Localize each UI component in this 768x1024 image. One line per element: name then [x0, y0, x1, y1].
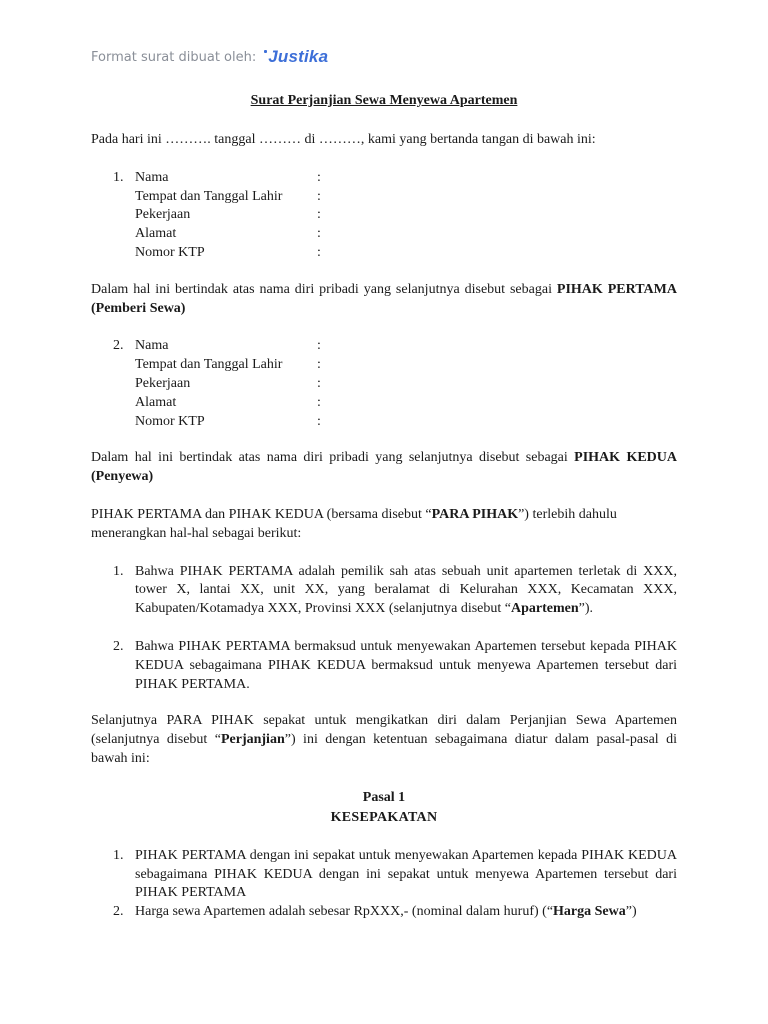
field-colon: : — [317, 188, 321, 204]
document-title: Surat Perjanjian Sewa Menyewa Apartemen — [250, 93, 518, 108]
logo-mark-icon — [264, 50, 267, 53]
item-text: Bahwa PIHAK PERTAMA bermaksud untuk menyewakan Apartemen tersebut kepada PIHAK KEDUA sebagaimana PIHAK KEDUA bermaksud untuk menyewa Apartemen tersebut dari PIHAK PERTAMA. — [135, 638, 677, 692]
party-field-row — [91, 244, 677, 263]
list-item — [91, 563, 677, 619]
pasal-number: Pasal 1 — [362, 789, 406, 805]
party-field-row — [91, 394, 677, 413]
item-text: PIHAK PERTAMA dengan ini sepakat untuk menyewakan Apartemen kepada PIHAK KEDUA sebagaimana PIHAK KEDUA dengan ini sepakat untuk menyewa Apartemen tersebut dari PIHAK PERTAMA — [135, 847, 677, 901]
party-field-row — [91, 206, 677, 225]
party-field-row — [91, 337, 677, 356]
item-text: Harga sewa Apartemen adalah sebesar RpXXX,- (nominal dalam huruf) (“Harga Sewa”) — [135, 904, 637, 920]
document-body — [91, 92, 677, 940]
field-label: Pekerjaan — [135, 207, 191, 223]
field-label: Nama — [135, 169, 169, 185]
party-number: 1. — [113, 169, 124, 185]
item-number: 1. — [113, 563, 124, 579]
party-field-row — [91, 169, 677, 188]
party-field-row — [91, 356, 677, 375]
field-label: Alamat — [135, 394, 177, 410]
field-colon: : — [317, 244, 321, 260]
party-2-fields — [91, 337, 677, 431]
pasal-title: KESEPAKATAN — [330, 809, 438, 825]
field-label: Tempat dan Tanggal Lahir — [135, 357, 283, 373]
list-item — [91, 903, 677, 922]
party-field-row — [91, 188, 677, 207]
field-label: Tempat dan Tanggal Lahir — [135, 188, 283, 204]
document-header — [91, 47, 328, 67]
party-number: 2. — [113, 338, 124, 354]
party-field-row — [91, 225, 677, 244]
field-colon: : — [317, 169, 321, 185]
field-label: Alamat — [135, 226, 177, 242]
item-number: 1. — [113, 847, 124, 863]
field-colon: : — [317, 413, 321, 429]
field-label: Nama — [135, 338, 169, 354]
list-item — [91, 847, 677, 903]
party-1-role: PIHAK PERTAMA (Pemberi Sewa) — [91, 281, 677, 316]
field-colon: : — [317, 394, 321, 410]
field-colon: : — [317, 207, 321, 223]
party-2-role: PIHAK KEDUA (Penyewa) — [91, 450, 677, 485]
item-text: Bahwa PIHAK PERTAMA adalah pemilik sah atas sebuah unit apartemen terletak di XXX, tower X, lantai XX, unit XX, yang beralamat di Kelurahan XXX, Kecamatan XXX, Kabupaten/Kotamadya XXX, Provinsi XXX (selanjutnya disebut “Apartemen”). — [135, 563, 677, 617]
party-1-statement: Dalam hal ini bertindak atas nama diri pribadi yang selanjutnya disebut sebagai PIHAK PERTAMA (Pemberi Sewa) — [91, 281, 677, 316]
field-label: Nomor KTP — [135, 244, 205, 260]
pasal-items — [91, 847, 677, 922]
party-1-fields — [91, 169, 677, 263]
recital-intro: PIHAK PERTAMA dan PIHAK KEDUA (bersama disebut “PARA PIHAK”) terlebih dahulu menerangkan hal-hal sebagai berikut: — [91, 506, 617, 541]
justika-logo[interactable] — [264, 47, 328, 67]
recitals-list — [91, 563, 677, 695]
field-colon: : — [317, 357, 321, 373]
party-field-row — [91, 413, 677, 432]
field-label: Pekerjaan — [135, 375, 191, 391]
party-2-statement: Dalam hal ini bertindak atas nama diri pribadi yang selanjutnya disebut sebagai PIHAK KEDUA (Penyewa) — [91, 450, 677, 485]
field-colon: : — [317, 226, 321, 242]
field-colon: : — [317, 338, 321, 354]
agreement-intro: Selanjutnya PARA PIHAK sepakat untuk mengikatkan diri dalam Perjanjian Sewa Apartemen (selanjutnya disebut “Perjanjian”) ini dengan ketentuan sebagaimana diatur dalam pasal-pasal di bawah ini: — [91, 713, 678, 766]
party-field-row — [91, 375, 677, 394]
brand-name: Justika — [268, 47, 329, 66]
field-label: Nomor KTP — [135, 413, 205, 429]
opening-paragraph: Pada hari ini ………. tanggal ……… di ………, kami yang bertanda tangan di bawah ini: — [91, 132, 596, 147]
item-number: 2. — [113, 638, 124, 654]
list-item — [91, 638, 677, 694]
field-colon: : — [317, 375, 321, 391]
credit-text: Format surat dibuat oleh: — [91, 49, 257, 65]
item-number: 2. — [113, 904, 124, 920]
